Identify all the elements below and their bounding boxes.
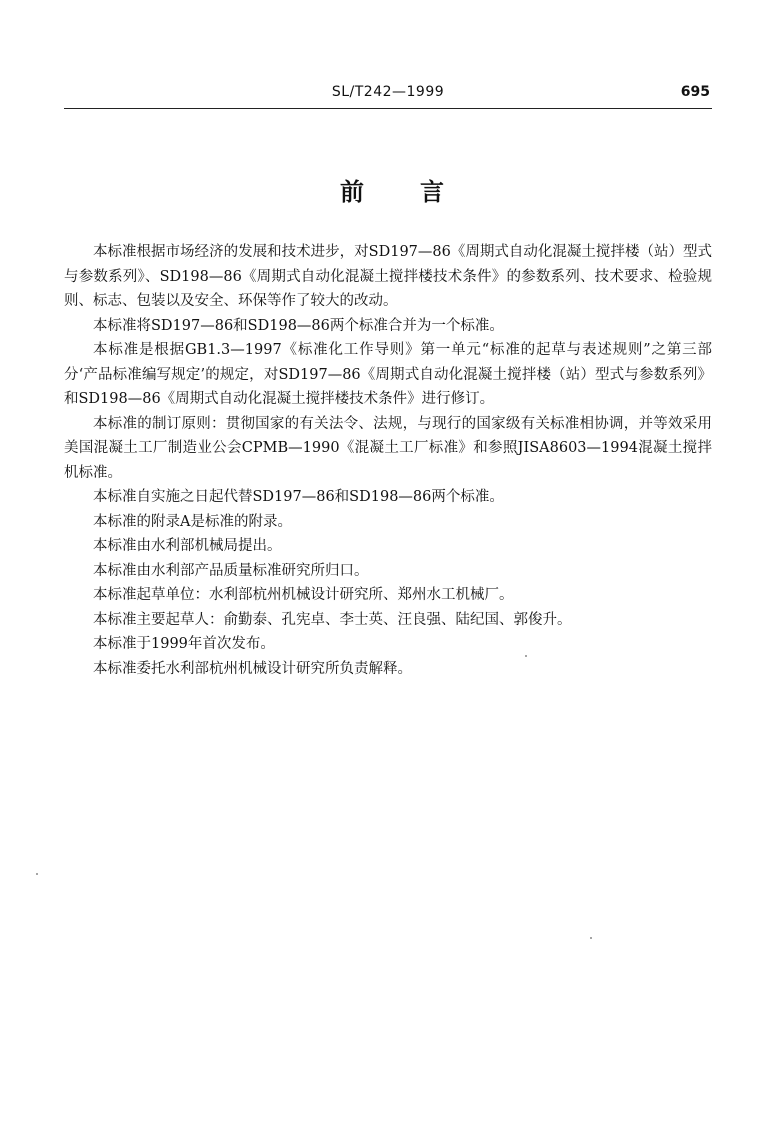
- scan-speck: [36, 873, 38, 875]
- page-header: [64, 82, 712, 110]
- scan-speck: [525, 655, 527, 657]
- page-number: 695: [680, 84, 710, 100]
- paragraph-proposer: 本标准由水利部机械局提出。: [93, 538, 282, 554]
- paragraph-administrator: 本标准由水利部产品质量标准研究所归口。: [93, 562, 369, 579]
- paragraph-revision-summary: 本标准根据市场经济的发展和技术进步，对SD197—86《周期式自动化混凝土搅拌楼（站）型式与参数系列》、SD198—86《周期式自动化混凝土搅拌楼技术条件》的参数系列、技术要求、检验规则、标志、包装以及安全、环保等作了较大的改动。: [64, 244, 712, 309]
- paragraph-appendix: 本标准的附录A是标准的附录。: [93, 513, 292, 530]
- scan-speck: [590, 937, 592, 939]
- paragraph-first-release: 本标准于1999年首次发布。: [93, 636, 275, 652]
- standard-code: SL/T242—1999: [331, 84, 445, 100]
- paragraph-basis: 本标准是根据GB1.3—1997《标准化工作导则》第一单元“标准的起草与表述规则”之第三部分‘产品标准编写规定’的规定，对SD197—86《周期式自动化混凝土搅拌楼（站）型式与参数系列》和SD198—86《周期式自动化混凝土搅拌楼技术条件》进行修订。: [64, 342, 712, 407]
- page-title: 前言: [340, 178, 500, 206]
- foreword-body: [64, 240, 712, 681]
- paragraph-interpretation: 本标准委托水利部杭州机械设计研究所负责解释。: [93, 660, 412, 677]
- paragraph-drafting-units: 本标准起草单位：水利部杭州机械设计研究所、郑州水工机械厂。: [93, 587, 514, 603]
- paragraph-drafters: 本标准主要起草人：俞勤泰、孔宪卓、李士英、汪良强、陆纪国、郭俊升。: [93, 611, 572, 628]
- paragraph-replacement: 本标准自实施之日起代替SD197—86和SD198—86两个标准。: [93, 489, 504, 505]
- paragraph-merge: 本标准将SD197—86和SD198—86两个标准合并为一个标准。: [93, 317, 504, 334]
- paragraph-principles: 本标准的制订原则：贯彻国家的有关法令、法规，与现行的国家级有关标准相协调，并等效采用美国混凝土工厂制造业公会CPMB—1990《混凝土工厂标准》和参照JISA8603—1994混凝土搅拌机标准。: [64, 415, 712, 481]
- header-divider: [64, 108, 712, 109]
